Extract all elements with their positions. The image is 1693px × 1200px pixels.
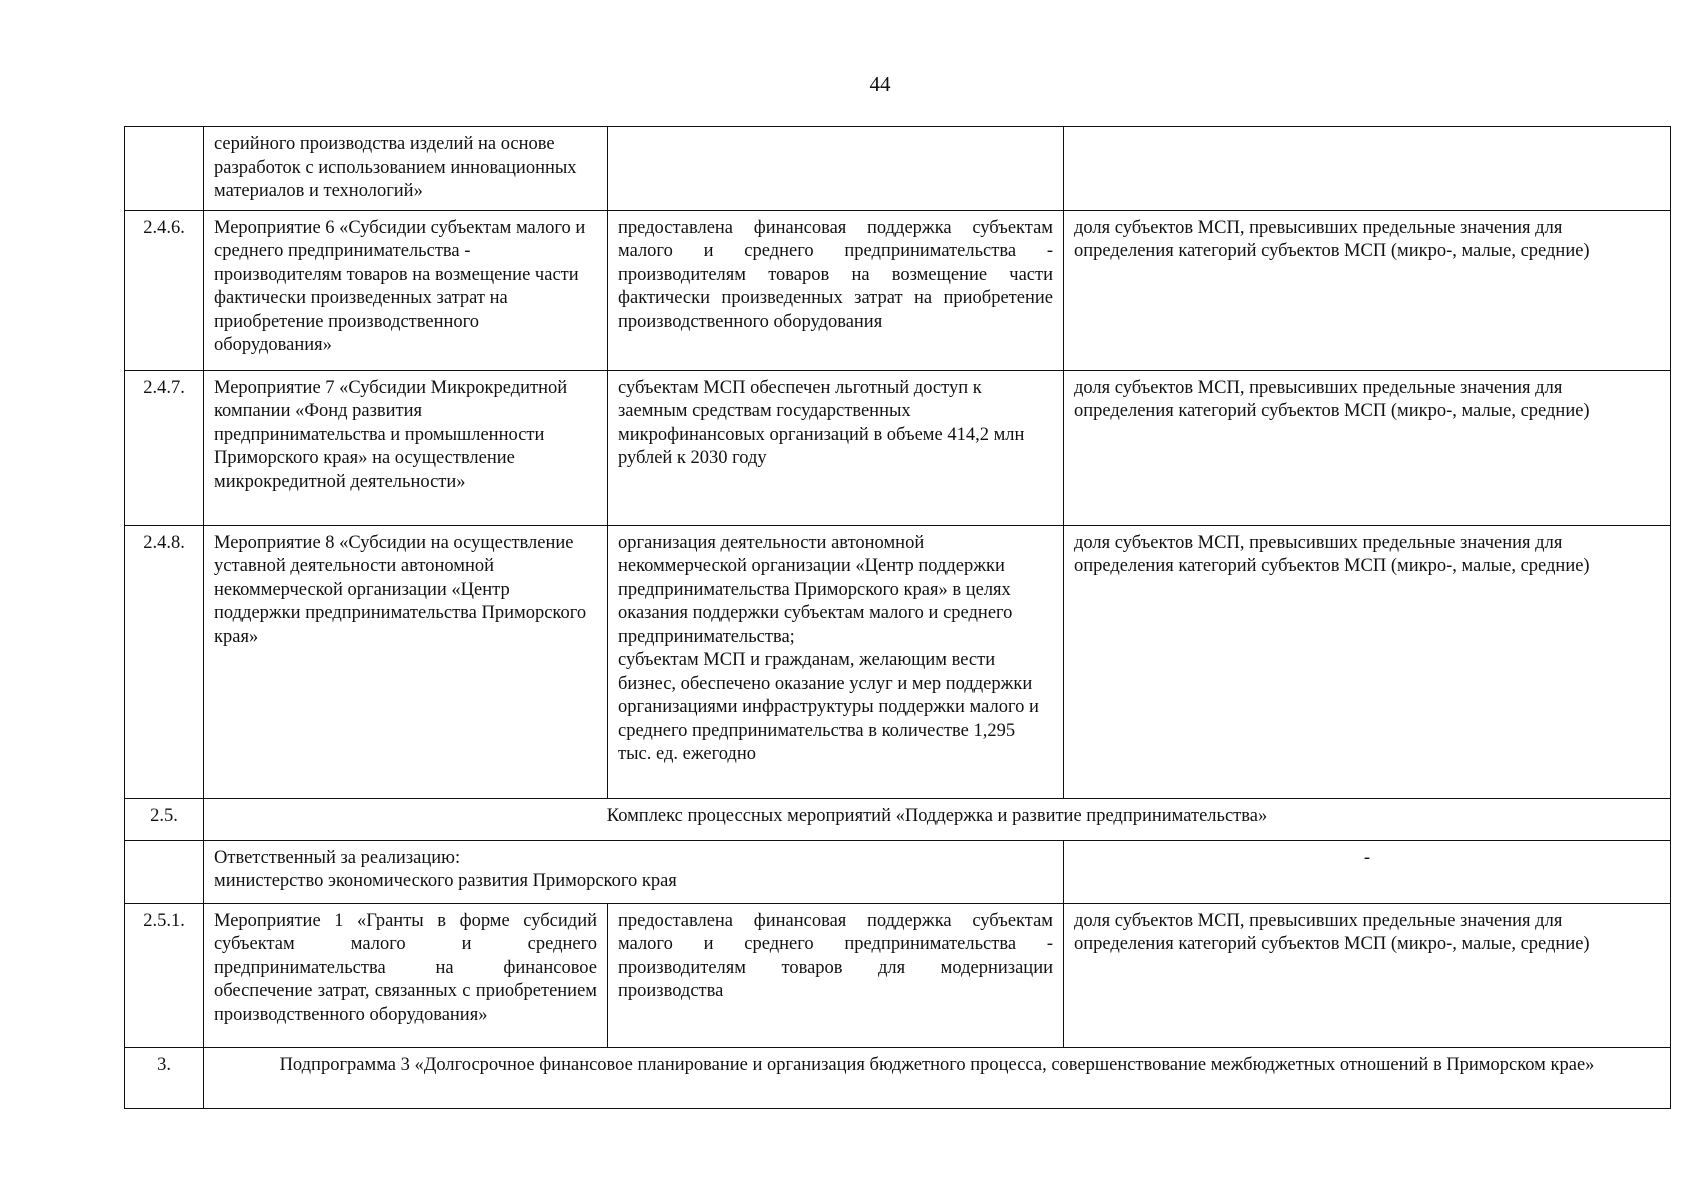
indicator-cell: доля субъектов МСП, превысивших предельные значения для определения категорий субъектов МСП (микро-, малые, средние) [1064, 903, 1671, 1047]
table-row [125, 210, 1671, 370]
page-number: 44 [869, 72, 891, 96]
section-row [125, 1047, 1671, 1108]
row-number: 2.4.8. [125, 525, 204, 798]
indicator-cell: доля субъектов МСП, превысивших предельные значения для определения категорий субъектов МСП (микро-, малые, средние) [1064, 525, 1671, 798]
row-number: 2.4.6. [125, 210, 204, 370]
indicator-cell [1064, 127, 1671, 211]
section-title: Подпрограмма 3 «Долгосрочное финансовое планирование и организация бюджетного процесса, совершенствование межбюджетных отношений в Приморском крае» [204, 1047, 1671, 1108]
table-row [125, 903, 1671, 1047]
responsible-cell [204, 840, 1064, 903]
indicator-cell: доля субъектов МСП, превысивших предельные значения для определения категорий субъектов МСП (микро-, малые, средние) [1064, 210, 1671, 370]
row-number: 2.4.7. [125, 370, 204, 525]
responsible-dash: - [1064, 840, 1671, 903]
event-cell: Мероприятие 8 «Субсидии на осуществление уставной деятельности автономной некоммерческой организации «Центр поддержки предпринимательства Приморского края» [204, 525, 608, 798]
result-cell: субъектам МСП обеспечен льготный доступ к заемным средствам государственных микрофинансовых организаций в объеме 414,2 млн рублей к 2030 году [608, 370, 1064, 525]
section-title: Комплекс процессных мероприятий «Поддержка и развитие предпринимательства» [204, 798, 1671, 840]
responsible-value: министерство экономического развития Приморского края [214, 871, 677, 891]
row-number [125, 840, 204, 903]
row-number: 3. [125, 1047, 204, 1108]
event-cell: Мероприятие 6 «Субсидии субъектам малого и среднего предпринимательства - производителям товаров на возмещение части фактически произведенных затрат на приобретение производственного оборудования» [204, 210, 608, 370]
row-number [125, 127, 204, 211]
table-row [125, 127, 1671, 211]
measures-table [124, 126, 1671, 1109]
row-number: 2.5. [125, 798, 204, 840]
table-row [125, 525, 1671, 798]
result-cell: предоставлена финансовая поддержка субъектам малого и среднего предпринимательства - производителям товаров для модернизации производства [608, 903, 1064, 1047]
result-cell [608, 525, 1064, 798]
indicator-cell: доля субъектов МСП, превысивших предельные значения для определения категорий субъектов МСП (микро-, малые, средние) [1064, 370, 1671, 525]
event-cell: Мероприятие 1 «Гранты в форме субсидий субъектам малого и среднего предпринимательства на финансовое обеспечение затрат, связанных с приобретением производственного оборудования» [204, 903, 608, 1047]
result-cell [608, 127, 1064, 211]
result-paragraph: организация деятельности автономной некоммерческой организации «Центр поддержки предпринимательства Приморского края» в целях оказания поддержки субъектам малого и среднего предпринимательства; [618, 532, 1013, 647]
event-cell: Мероприятие 7 «Субсидии Микрокредитной компании «Фонд развития предпринимательства и промышленности Приморского края» на осуществление микрокредитной деятельности» [204, 370, 608, 525]
responsible-row [125, 840, 1671, 903]
section-row [125, 798, 1671, 840]
row-number: 2.5.1. [125, 903, 204, 1047]
result-paragraph: субъектам МСП и гражданам, желающим вести бизнес, обеспечено оказание услуг и мер поддержки организациями инфраструктуры поддержки малого и среднего предпринимательства в количестве 1,295 тыс. ед. ежегодно [618, 650, 1039, 764]
result-cell: предоставлена финансовая поддержка субъектам малого и среднего предпринимательства - производителям товаров на возмещение части фактически произведенных затрат на приобретение производственного оборудования [608, 210, 1064, 370]
event-cell: серийного производства изделий на основе разработок с использованием инновационных материалов и технологий» [204, 127, 608, 211]
responsible-label: Ответственный за реализацию: [214, 847, 461, 868]
table-row [125, 370, 1671, 525]
